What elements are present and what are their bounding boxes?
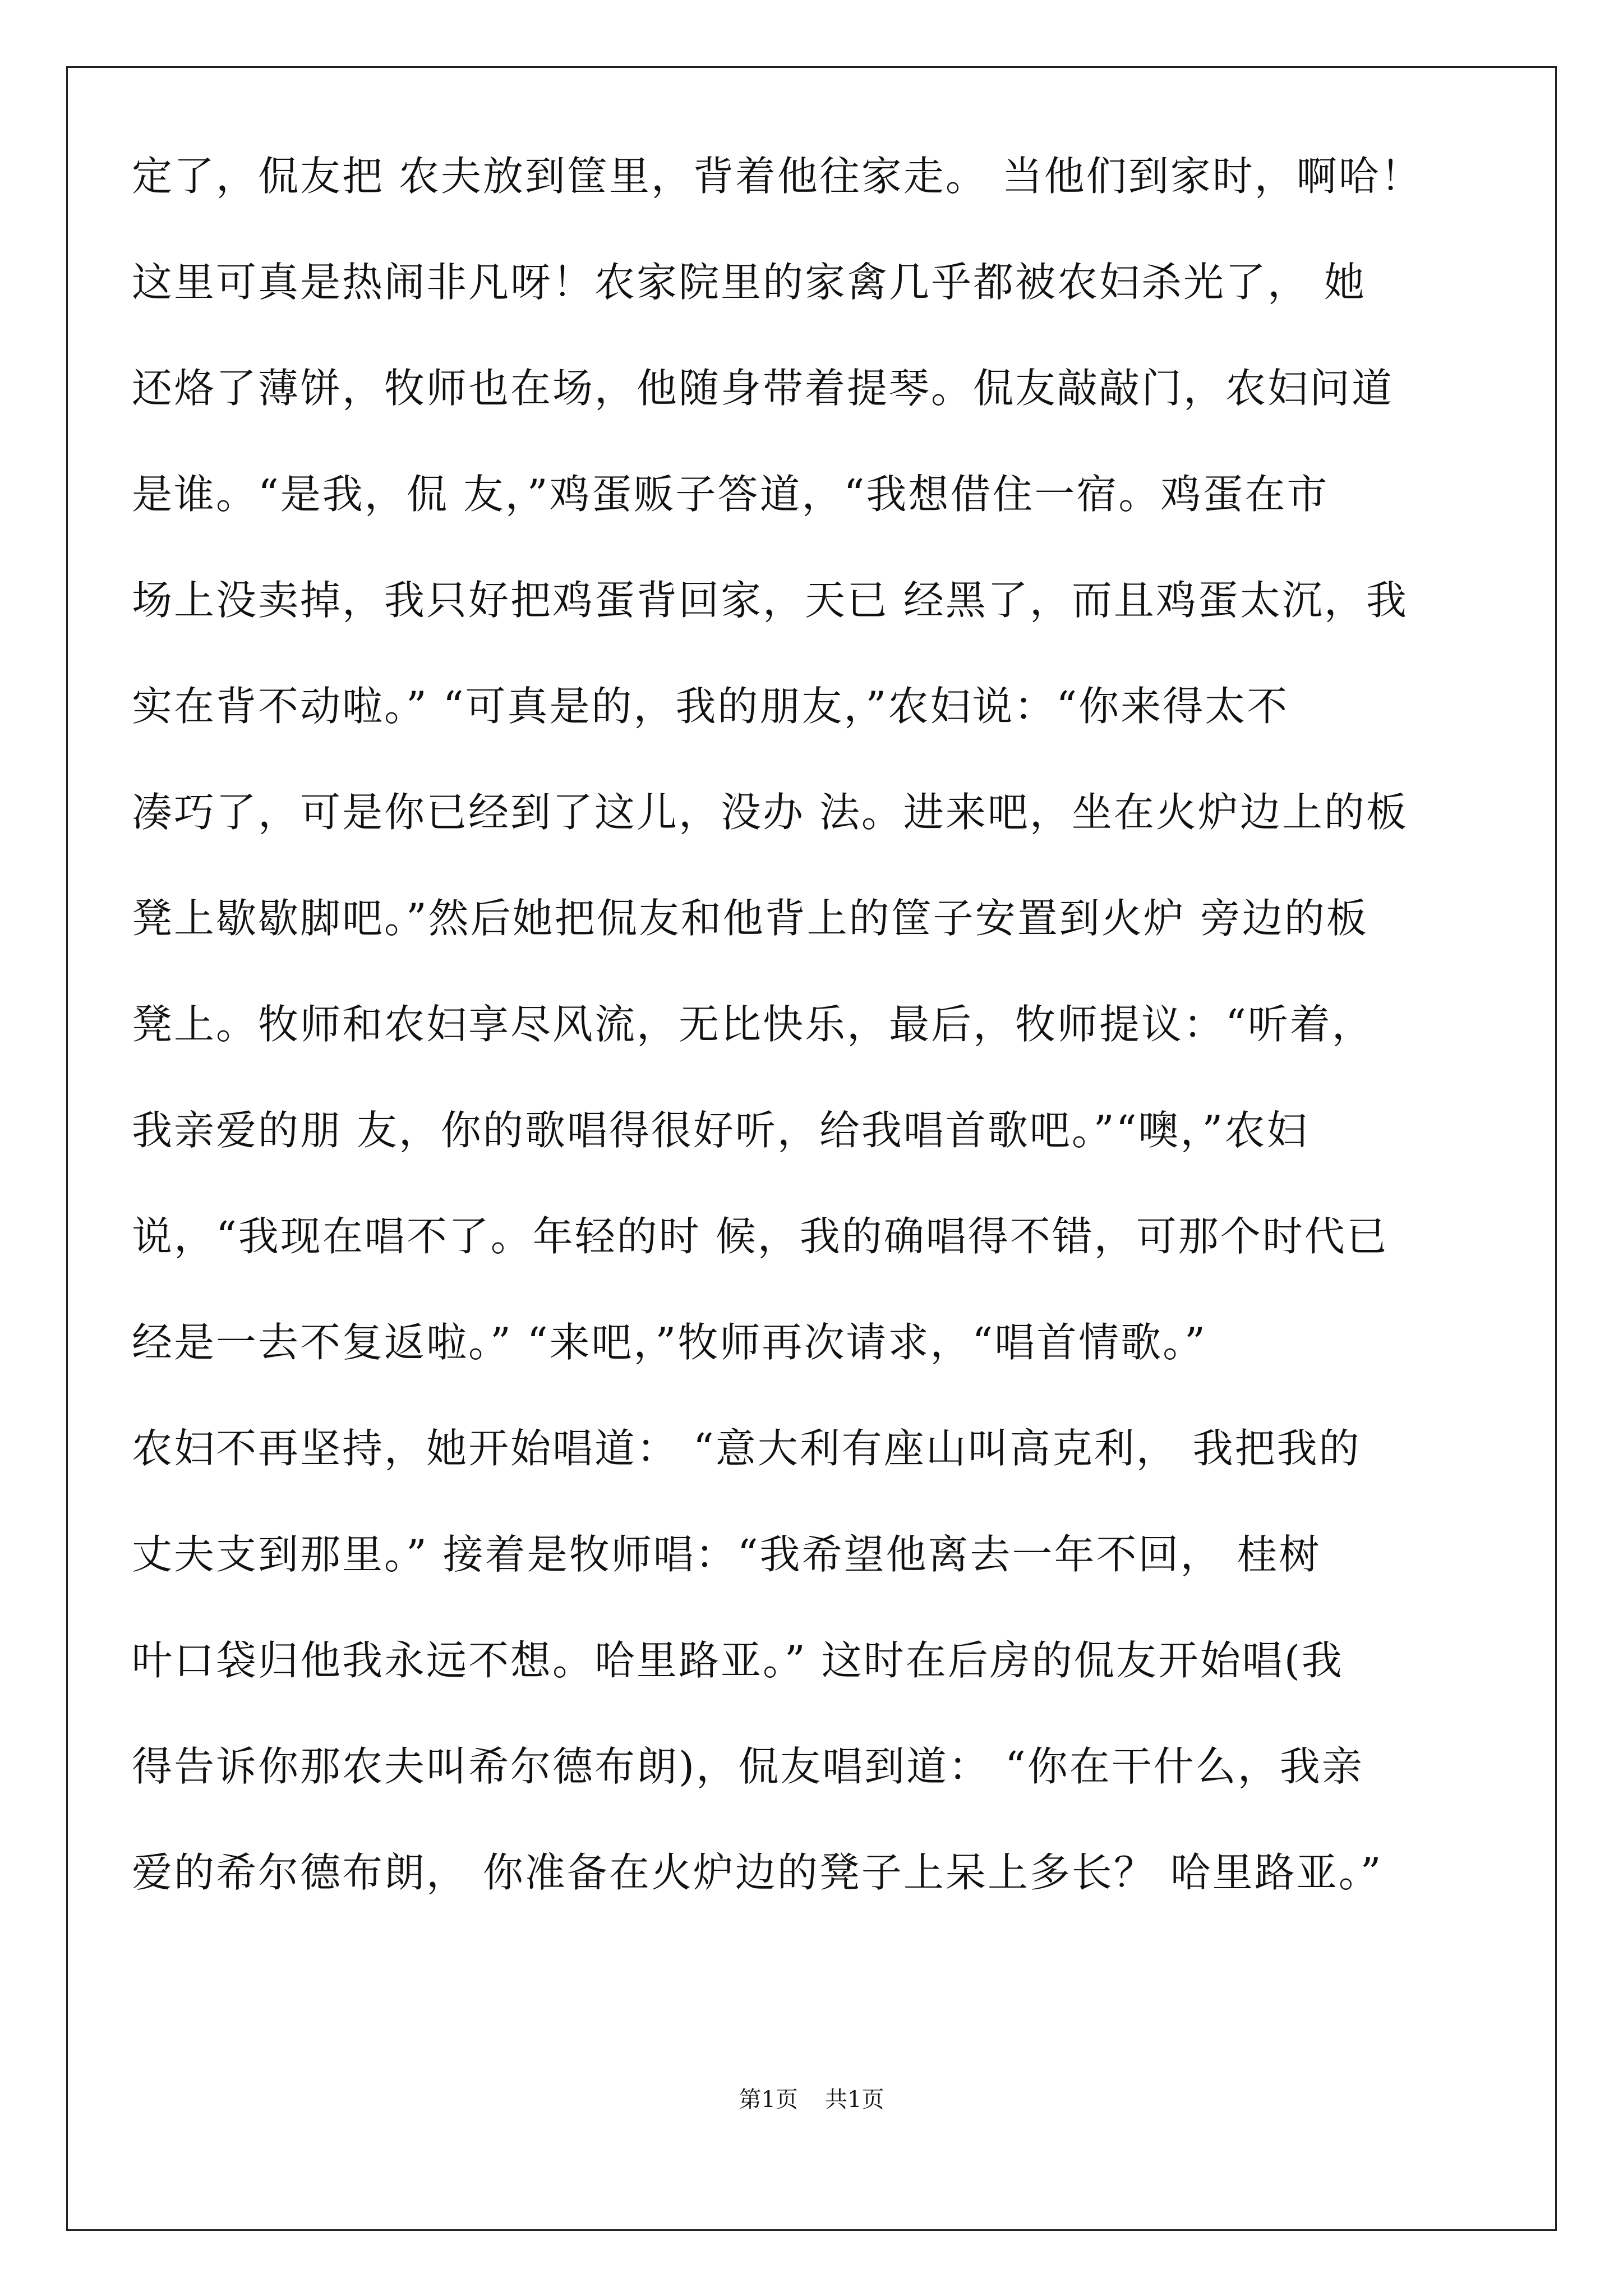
- page-number: 第1页: [739, 2087, 798, 2113]
- document-body: [132, 123, 1455, 1926]
- text-line: 说，“我现在唱不了。年轻的时 候，我的确唱得不错，可那个时代已: [132, 1213, 1389, 1260]
- text-line: 这里可真是热闹非凡呀！农家院里的家禽几乎都被农妇杀光了， 她: [132, 259, 1366, 306]
- text-line: 还烙了薄饼，牧师也在场，他随身带着提琴。侃友敲敲门，农妇问道: [132, 365, 1394, 412]
- text-line: 凑巧了，可是你已经到了这儿，没办 法。进来吧，坐在火炉边上的板: [132, 789, 1408, 836]
- text-line: 农妇不再坚持，她开始唱道： “意大利有座山叫高克利， 我把我的: [132, 1425, 1361, 1472]
- page-total: 共1页: [825, 2087, 884, 2113]
- text-line: 得告诉你那农夫叫希尔德布朗)，侃友唱到道： “你在干什么，我亲: [132, 1743, 1364, 1790]
- page-footer: [0, 2084, 1623, 2115]
- text-line: 叶口袋归他我永远不想。哈里路亚。” 这时在后房的侃友开始唱(我: [132, 1637, 1344, 1684]
- text-line: 凳上歇歇脚吧。”然后她把侃友和他背上的筐子安置到火炉 旁边的板: [132, 895, 1368, 942]
- text-line: 实在背不动啦。” “可真是的，我的朋友，”农妇说：“你来得太不: [132, 683, 1289, 730]
- text-line: 丈夫支到那里。” 接着是牧师唱：“我希望他离去一年不回， 桂树: [132, 1531, 1321, 1578]
- text-line: 爱的希尔德布朗， 你准备在火炉边的凳子上呆上多长？ 哈里路亚。”: [132, 1849, 1383, 1896]
- text-line: 定了，侃友把 农夫放到筐里，背着他往家走。 当他们到家时，啊哈！: [132, 153, 1423, 200]
- text-line: 经是一去不复返啦。” “来吧，”牧师再次请求，“唱首情歌。”: [132, 1319, 1207, 1366]
- text-line: 凳上。牧师和农妇享尽风流，无比快乐，最后，牧师提议：“听着，: [132, 1001, 1374, 1048]
- text-line: 我亲爱的朋 友，你的歌唱得很好听，给我唱首歌吧。”“噢，”农妇: [132, 1107, 1309, 1154]
- text-line: 是谁。“是我，侃 友，”鸡蛋贩子答道，“我想借住一宿。鸡蛋在市: [132, 471, 1329, 518]
- text-line: 场上没卖掉，我只好把鸡蛋背回家，天已 经黑了，而且鸡蛋太沉，我: [132, 577, 1408, 624]
